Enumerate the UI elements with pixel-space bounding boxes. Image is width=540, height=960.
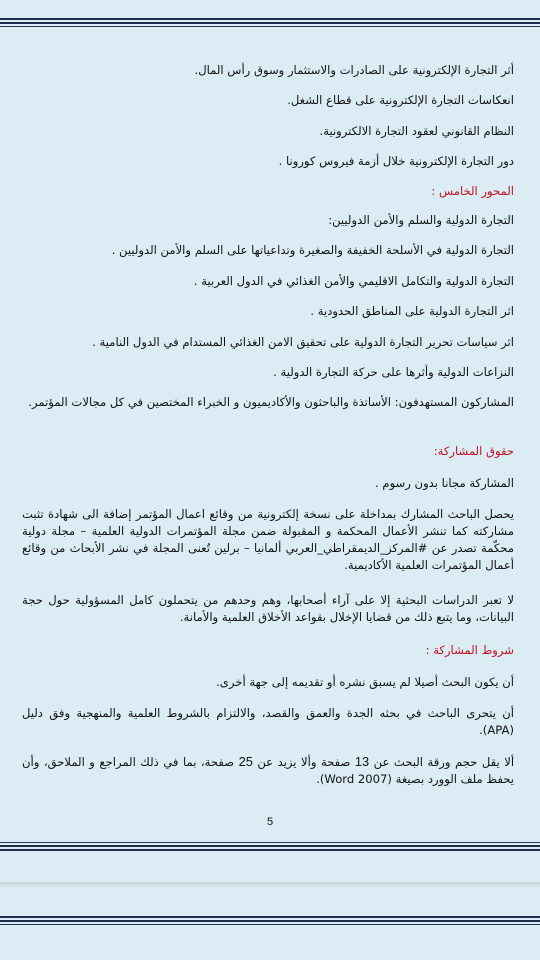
condition-length-post: صفحة، بما في ذلك المراجع و الملاحق، وأن يحفظ ملف الوورد بصيغة (Word 2007). — [22, 755, 514, 786]
axis5-item-4: اثر سياسات تحرير التجارة الدولية على تحقيق الامن الغذائي المستدام في الدول النامية . — [92, 335, 514, 349]
conditions-heading: شروط المشاركة : — [425, 643, 514, 657]
condition-length — [22, 753, 514, 788]
bottom-border-rule — [0, 842, 540, 853]
axis5-item-3: اثر التجارة الدولية على المناطق الحدودية . — [310, 304, 514, 318]
axis4-item-1: أثر التجارة الإلكترونية على الصادرات والاستثمار وسوق رأس المال. — [194, 63, 514, 77]
rights-heading: حقوق المشاركة: — [433, 444, 514, 458]
axis5-heading: المحور الخامس : — [431, 184, 514, 198]
next-page-border-rule — [0, 916, 540, 927]
condition-rigor: أن يتحرى الباحث في بحثه الجدة والعمق والقصد، والالتزام بالشروط العلمية والمنهجية وفق دليل (APA). — [22, 706, 514, 737]
condition-length-pre: ألا يقل حجم ورقة البحث عن — [373, 755, 515, 769]
rights-certificate: يحصل الباحث المشارك بمداخلة على نسخة إلكترونية من وقائع اعمال المؤتمر إضافة الى شهادة تثبت مشاركته كما تنشر الأعمال المحكمة و المقبولة ضمن مجلة المؤتمرات الدولية العلمية – مجلة دولية محكّمة تصدر عن #المركز_الديمقراطي_العربي ألمانيا – برلين تُعنى المجلة في نشر الأبحاث من وقائع أعمال المؤتمرات العلمية الأكاديمية. — [22, 507, 514, 572]
axis4-item-4: دور التجارة الإلكترونية خلال أزمة فيروس كورونا . — [278, 154, 514, 168]
axis5-item-1: التجارة الدولية في الأسلحة الخفيفة والصغيرة وتداعياتها على السلم والأمن الدوليين . — [111, 243, 514, 257]
axis4-item-3: النظام القانوني لعقود التجارة الالكترونية. — [319, 124, 514, 138]
condition-min-pages: 13 — [354, 754, 370, 769]
page-bottom-shadow — [0, 882, 540, 888]
axis4-item-2: انعكاسات التجارة الإلكترونية على قطاع الشغل. — [287, 93, 514, 107]
rights-disclaimer: لا تعبر الدراسات البحثية إلا على آراء أصحابها، وهم وحدهم من يتحملون كامل المسؤولية حول حجة البيانات، وما يتبع ذلك من قضايا الإخلال بقواعد الأخلاق العلمية والأمانة. — [22, 593, 514, 624]
rights-free: المشاركة مجانا بدون رسوم . — [375, 476, 514, 490]
top-border-rule — [0, 18, 540, 29]
condition-max-pages: 25 — [238, 754, 253, 769]
axis5-item-5: النزاعات الدولية وأثرها على حركة التجارة الدولية . — [273, 365, 514, 379]
axis5-title: التجارة الدولية والسلم والأمن الدوليين: — [328, 213, 514, 227]
axis5-item-2: التجارة الدولية والتكامل الاقليمي والأمن الغذائي في الدول العربية . — [193, 274, 514, 288]
condition-length-mid: صفحة وألا يزيد عن — [257, 755, 351, 769]
target-participants: المشاركون المستهدفون: الأساتذة والباحثون والأكاديميون و الخبراء المختصين في كل مجالات المؤتمر. — [28, 395, 514, 409]
page-number: 5 — [266, 816, 274, 828]
condition-original: أن يكون البحث أصيلا لم يسبق نشره أو تقديمه إلى جهة أخرى. — [216, 675, 514, 689]
